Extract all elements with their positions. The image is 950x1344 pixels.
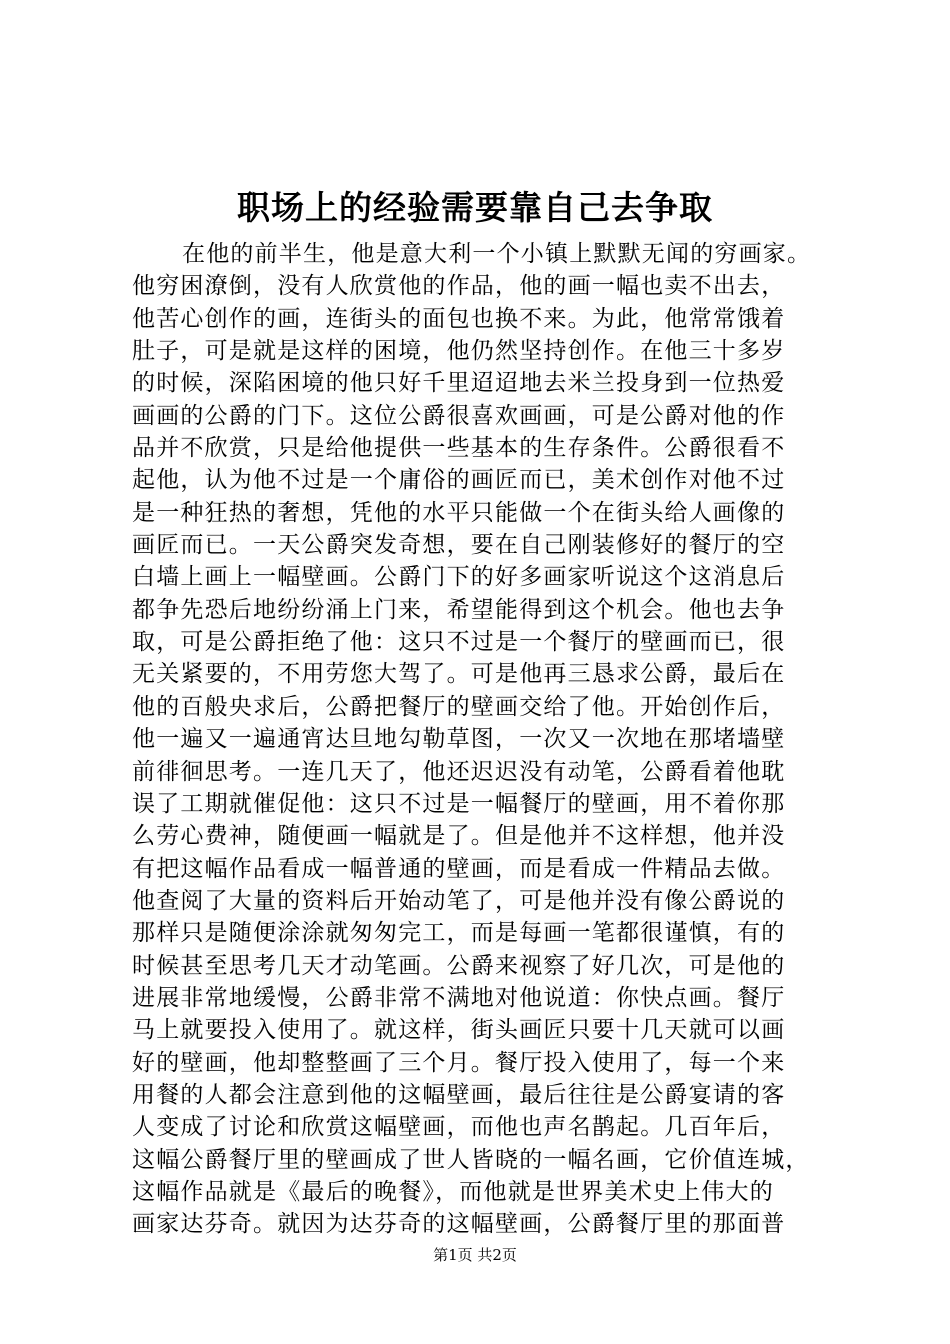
text-line: 肚子，可是就是这样的困境，他仍然坚持创作。在他三十多岁 [132, 338, 786, 365]
text-line: 的时候，深陷困境的他只好千里迢迢地去米兰投身到一位热爱 [132, 370, 786, 397]
text-line: 这幅公爵餐厅里的壁画成了世人皆晓的一幅名画，它价值连城， [132, 1146, 810, 1173]
text-line: 时候甚至思考几天才动笔画。公爵来视察了好几次，可是他的 [132, 952, 786, 979]
text-line: 他查阅了大量的资料后开始动笔了，可是他并没有像公爵说的 [132, 887, 786, 914]
text-line: 他的百般央求后，公爵把餐厅的壁画交给了他。开始创作后， [132, 693, 786, 720]
text-line: 白墙上画上一幅壁画。公爵门下的好多画家听说这个这消息后 [132, 564, 786, 591]
text-line: 在他的前半生，他是意大利一个小镇上默默无闻的穷画家。 [182, 241, 812, 267]
text-line: 他苦心创作的画，连街头的面包也换不来。为此，他常常饿着 [132, 305, 786, 332]
page-title: 职场上的经验需要靠自己去争取 [237, 188, 713, 227]
text-line: 画匠而已。一天公爵突发奇想，要在自己刚装修好的餐厅的空 [132, 532, 786, 559]
text-line: 马上就要投入使用了。就这样，街头画匠只要十几天就可以画 [132, 1017, 786, 1044]
page-number-footer: 第1页 共2页 [433, 1246, 517, 1264]
text-line: 好的壁画，他却整整画了三个月。餐厅投入使用了，每一个来 [132, 1049, 786, 1076]
text-line: 画画的公爵的门下。这位公爵很喜欢画画，可是公爵对他的作 [132, 402, 786, 429]
text-line: 么劳心费神，随便画一幅就是了。但是他并不这样想，他并没 [132, 823, 786, 850]
text-line: 这幅作品就是《最后的晚餐》，而他就是世界美术史上伟大的 [132, 1178, 774, 1205]
text-line: 品并不欣赏，只是给他提供一些基本的生存条件。公爵很看不 [132, 435, 786, 462]
text-line: 画家达芬奇。就因为达芬奇的这幅壁画，公爵餐厅里的那面普 [132, 1211, 786, 1238]
text-line: 是一种狂热的奢想，凭他的水平只能做一个在街头给人画像的 [132, 499, 786, 526]
text-line: 进展非常地缓慢，公爵非常不满地对他说道：你快点画。餐厅 [132, 984, 786, 1011]
text-line: 起他，认为他不过是一个庸俗的画匠而已，美术创作对他不过 [132, 467, 786, 494]
text-line: 有把这幅作品看成一幅普通的壁画，而是看成一件精品去做。 [132, 855, 786, 882]
body-paragraph [132, 238, 832, 1241]
text-line: 前徘徊思考。一连几天了，他还迟迟没有动笔，公爵看着他耽 [132, 758, 786, 785]
text-line: 那样只是随便涂涂就匆匆完工，而是每画一笔都很谨慎，有的 [132, 920, 786, 947]
text-line: 用餐的人都会注意到他的这幅壁画，最后往往是公爵宴请的客 [132, 1081, 786, 1108]
text-line: 无关紧要的，不用劳您大驾了。可是他再三恳求公爵，最后在 [132, 661, 786, 688]
text-line: 都争先恐后地纷纷涌上门来，希望能得到这个机会。他也去争 [132, 596, 786, 623]
text-line: 取，可是公爵拒绝了他：这只不过是一个餐厅的壁画而已，很 [132, 629, 786, 656]
text-line: 他穷困潦倒，没有人欣赏他的作品，他的画一幅也卖不出去， [132, 273, 786, 300]
text-line: 人变成了讨论和欣赏这幅壁画，而他也声名鹊起。几百年后， [132, 1114, 786, 1141]
text-line: 他一遍又一遍通宵达旦地勾勒草图，一次又一次地在那堵墙壁 [132, 726, 786, 753]
text-line: 误了工期就催促他：这只不过是一幅餐厅的壁画，用不着你那 [132, 790, 786, 817]
